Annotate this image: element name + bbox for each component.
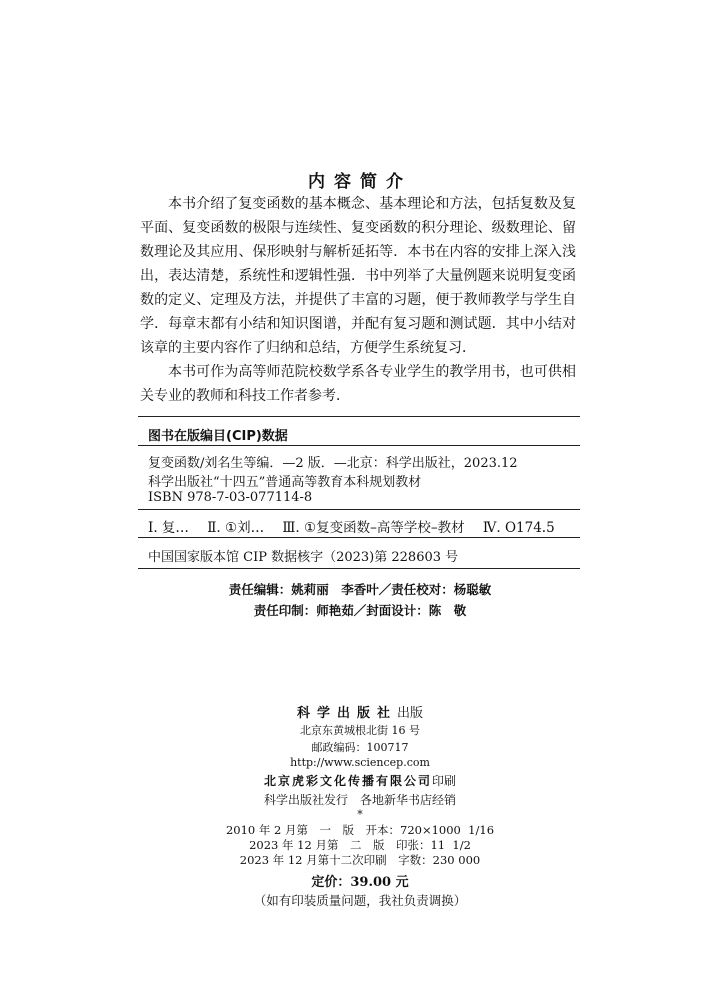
cip-title-line: 复变函数/刘名生等编．—2 版．—北京：科学出版社，2023.12 [148,456,518,471]
publisher-name: 科学出版社 [296,706,397,721]
cip-heading-rule [138,445,580,446]
edition-specs [0,823,720,868]
synopsis-title: 内容简介 [308,172,412,192]
publisher-suffix: 出版 [397,706,424,721]
cip-heading: 图书在版编目(CIP)数据 [148,429,288,444]
publisher-website: http://www.sciencep.com [290,756,430,769]
cip-top-rule [138,416,580,417]
separator-star: * [357,808,363,821]
distribution-line: 科学出版社发行 各地新华书店经销 [263,793,456,807]
printer-line [0,772,720,789]
cip-class-rule [138,537,580,538]
cip-classification [148,516,569,536]
synopsis-paragraph-1: 本书介绍了复变函数的基本概念、基本理论和方法，包括复数及复平面、复变函数的极限与连续性、复变函数的积分理论、级数理论、留数理论及其应用、保形映射与解析延拓等．本书在内容的安排上深入浅出，表达清楚，系统性和逻辑性强．书中列举了大量例题来说明复变函数的定义、定理及方法，并提供了丰富的习题，便于教师教学与学生自学．每章末都有小结和知识图谱，并配有复习题和测试题．其中小结对该章的主要内容作了归纳和总结，方便学生系统复习． [140,196,576,356]
credits-production: 责任印制：师艳茹／封面设计：陈 敬 [253,603,467,618]
printer-suffix: 印刷 [432,774,457,788]
synopsis-body [140,192,576,408]
cip-class-4: Ⅳ. O174.5 [482,520,555,536]
cip-class-1: Ⅰ. 复… [148,520,189,536]
publisher-postcode: 邮政编码：100717 [311,741,409,754]
publisher-line [0,702,720,721]
edition-line-3: 2023 年 12 月第十二次印刷 字数：230 000 [239,853,481,867]
price: 定价：39.00 元 [311,875,409,890]
cip-series-line: 科学出版社“十四五”普通高等教育本科规划教材 [148,475,422,490]
publisher-address: 北京东黄城根北街 16 号 [300,724,420,737]
quality-notice: （如有印装质量问题，我社负责调换） [253,893,467,908]
cip-bottom-rule [138,568,580,569]
cip-isbn: ISBN 978-7-03-077114-8 [148,490,313,505]
credits-editors: 责任编辑：姚莉丽 李香叶／责任校对：杨聪敏 [228,582,492,597]
edition-line-2: 2023 年 12 月第 二 版 印张：11 1/2 [249,838,471,852]
cip-class-2: Ⅱ. ①刘… [207,520,265,536]
cip-library-number: 中国国家版本馆 CIP 数据核字（2023)第 228603 号 [148,550,459,565]
printer-name: 北京虎彩文化传播有限公司 [263,774,432,788]
cip-isbn-rule [138,509,580,510]
synopsis-paragraph-2: 本书可作为高等师范院校数学系各专业学生的教学用书，也可供相关专业的教师和科技工作者参考． [140,364,576,404]
edition-line-1: 2010 年 2 月第 一 版 开本：720×1000 1/16 [225,823,495,837]
cip-class-3: Ⅲ. ①复变函数–高等学校–教材 [282,520,465,536]
